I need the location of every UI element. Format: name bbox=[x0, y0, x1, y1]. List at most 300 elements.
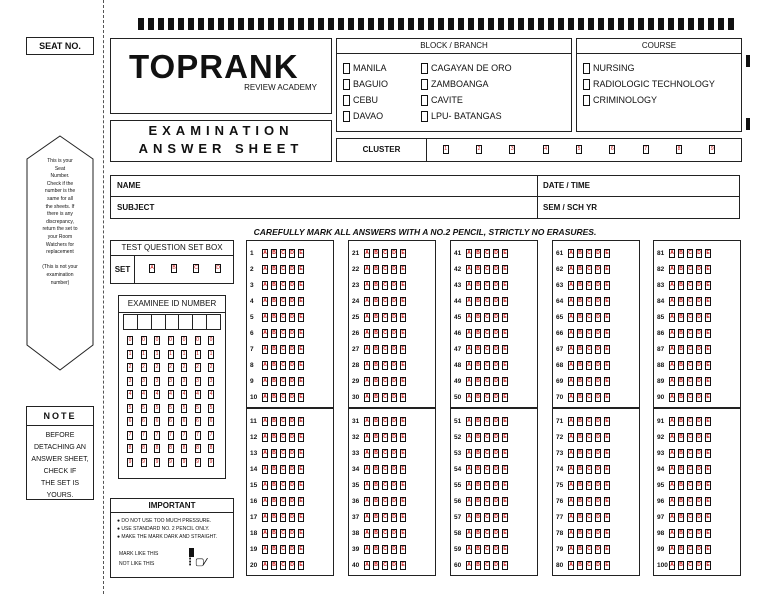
answer-bubble[interactable]: C bbox=[281, 393, 285, 400]
answer-bubble[interactable]: D bbox=[392, 561, 396, 568]
id-bubble[interactable]: 6 bbox=[169, 418, 172, 424]
answer-bubble[interactable]: E bbox=[299, 265, 303, 272]
answer-bubble[interactable]: C bbox=[281, 265, 285, 272]
branch-option[interactable] bbox=[343, 92, 388, 108]
answer-bubble[interactable]: D bbox=[290, 361, 294, 368]
answer-bubble[interactable]: C bbox=[587, 377, 591, 384]
answer-bubble[interactable]: E bbox=[605, 513, 609, 520]
answer-bubble[interactable]: C bbox=[587, 297, 591, 304]
answer-bubble[interactable]: E bbox=[503, 449, 507, 456]
answer-bubble[interactable]: C bbox=[587, 417, 591, 424]
answer-bubble[interactable]: B bbox=[374, 361, 378, 368]
answer-bubble[interactable]: D bbox=[392, 393, 396, 400]
answer-bubble[interactable]: E bbox=[401, 529, 405, 536]
id-bubble[interactable]: 4 bbox=[196, 391, 199, 397]
answer-bubble[interactable]: C bbox=[281, 377, 285, 384]
answer-bubble[interactable]: E bbox=[706, 465, 710, 472]
answer-bubble[interactable]: A bbox=[365, 481, 369, 488]
answer-bubble[interactable]: C bbox=[383, 345, 387, 352]
answer-bubble[interactable]: C bbox=[688, 545, 692, 552]
answer-bubble[interactable]: A bbox=[569, 249, 573, 256]
answer-bubble[interactable]: C bbox=[688, 361, 692, 368]
answer-bubble[interactable]: B bbox=[374, 433, 378, 440]
answer-bubble[interactable]: B bbox=[272, 433, 276, 440]
answer-bubble[interactable]: A bbox=[670, 561, 674, 568]
answer-bubble[interactable]: B bbox=[679, 361, 683, 368]
answer-bubble[interactable]: B bbox=[578, 361, 582, 368]
checkbox[interactable] bbox=[343, 111, 350, 122]
answer-bubble[interactable]: E bbox=[706, 377, 710, 384]
id-bubble[interactable]: 6 bbox=[142, 418, 145, 424]
answer-bubble[interactable]: C bbox=[485, 449, 489, 456]
set-bubble[interactable]: B bbox=[172, 265, 176, 271]
answer-bubble[interactable]: A bbox=[670, 481, 674, 488]
answer-bubble[interactable]: D bbox=[392, 529, 396, 536]
answer-bubble[interactable]: E bbox=[605, 377, 609, 384]
answer-bubble[interactable]: A bbox=[467, 513, 471, 520]
answer-bubble[interactable]: B bbox=[374, 377, 378, 384]
id-bubble[interactable]: 7 bbox=[142, 431, 145, 438]
answer-bubble[interactable]: E bbox=[503, 497, 507, 504]
answer-bubble[interactable]: A bbox=[263, 249, 267, 256]
id-bubble[interactable]: 4 bbox=[209, 391, 213, 397]
answer-bubble[interactable]: C bbox=[383, 529, 387, 536]
answer-bubble[interactable]: C bbox=[383, 265, 387, 272]
answer-bubble[interactable]: A bbox=[670, 417, 674, 424]
answer-bubble[interactable]: B bbox=[272, 297, 276, 304]
answer-bubble[interactable]: E bbox=[299, 497, 303, 504]
answer-bubble[interactable]: E bbox=[503, 481, 507, 488]
answer-bubble[interactable]: C bbox=[383, 361, 387, 368]
branch-option[interactable] bbox=[421, 108, 512, 124]
answer-bubble[interactable]: D bbox=[392, 433, 396, 440]
answer-bubble[interactable]: E bbox=[706, 265, 710, 272]
answer-bubble[interactable]: D bbox=[596, 313, 600, 320]
answer-bubble[interactable]: E bbox=[299, 297, 303, 304]
answer-bubble[interactable]: D bbox=[697, 297, 701, 304]
answer-bubble[interactable]: B bbox=[374, 265, 378, 272]
answer-bubble[interactable]: C bbox=[281, 433, 285, 440]
answer-bubble[interactable]: C bbox=[383, 393, 387, 400]
answer-bubble[interactable]: E bbox=[401, 393, 405, 400]
answer-bubble[interactable]: D bbox=[697, 497, 701, 504]
answer-bubble[interactable]: B bbox=[272, 417, 276, 424]
answer-bubble[interactable]: A bbox=[569, 377, 573, 384]
answer-bubble[interactable]: A bbox=[670, 361, 674, 368]
answer-bubble[interactable]: D bbox=[494, 449, 498, 456]
answer-bubble[interactable]: A bbox=[467, 497, 471, 504]
answer-bubble[interactable]: B bbox=[272, 561, 276, 568]
answer-bubble[interactable]: C bbox=[688, 281, 692, 288]
answer-bubble[interactable]: B bbox=[578, 393, 582, 400]
answer-bubble[interactable]: D bbox=[697, 249, 701, 256]
answer-bubble[interactable]: A bbox=[263, 465, 267, 472]
answer-bubble[interactable]: E bbox=[299, 465, 303, 472]
answer-bubble[interactable]: E bbox=[401, 249, 405, 256]
id-bubble[interactable]: 0 bbox=[142, 337, 145, 343]
answer-bubble[interactable]: C bbox=[485, 329, 489, 336]
course-option[interactable] bbox=[583, 76, 715, 92]
answer-bubble[interactable]: A bbox=[670, 393, 674, 400]
answer-bubble[interactable]: C bbox=[688, 249, 692, 256]
answer-bubble[interactable]: B bbox=[476, 281, 480, 288]
id-bubble[interactable]: 2 bbox=[155, 364, 159, 370]
answer-bubble[interactable]: D bbox=[596, 265, 600, 272]
answer-bubble[interactable]: A bbox=[365, 393, 369, 400]
answer-bubble[interactable]: A bbox=[263, 561, 267, 568]
answer-bubble[interactable]: C bbox=[281, 313, 285, 320]
id-bubble[interactable]: 9 bbox=[209, 458, 213, 465]
answer-bubble[interactable]: C bbox=[587, 465, 591, 472]
id-bubble[interactable]: 7 bbox=[169, 431, 172, 438]
answer-bubble[interactable]: D bbox=[494, 417, 498, 424]
answer-bubble[interactable]: E bbox=[299, 377, 303, 384]
id-bubble[interactable]: 1 bbox=[196, 350, 199, 357]
answer-bubble[interactable]: B bbox=[374, 529, 378, 536]
id-bubble[interactable]: 7 bbox=[209, 431, 213, 438]
answer-bubble[interactable]: A bbox=[263, 417, 267, 424]
answer-bubble[interactable]: C bbox=[383, 313, 387, 320]
answer-bubble[interactable]: A bbox=[670, 377, 674, 384]
answer-bubble[interactable]: D bbox=[494, 297, 498, 304]
answer-bubble[interactable]: B bbox=[476, 513, 480, 520]
answer-bubble[interactable]: E bbox=[605, 433, 609, 440]
answer-bubble[interactable]: D bbox=[494, 265, 498, 272]
answer-bubble[interactable]: E bbox=[706, 313, 710, 320]
answer-bubble[interactable]: C bbox=[485, 393, 489, 400]
answer-bubble[interactable]: B bbox=[374, 465, 378, 472]
id-bubble[interactable]: 8 bbox=[169, 445, 172, 451]
id-bubble[interactable]: 8 bbox=[196, 445, 199, 451]
id-bubble[interactable]: 5 bbox=[182, 404, 186, 411]
answer-bubble[interactable]: D bbox=[290, 297, 294, 304]
answer-bubble[interactable]: B bbox=[679, 465, 683, 472]
answer-bubble[interactable]: B bbox=[679, 561, 683, 568]
answer-bubble[interactable]: A bbox=[365, 433, 369, 440]
answer-bubble[interactable]: A bbox=[467, 329, 471, 336]
answer-bubble[interactable]: A bbox=[467, 313, 471, 320]
set-bubble[interactable]: C bbox=[194, 265, 198, 271]
answer-bubble[interactable]: D bbox=[494, 497, 498, 504]
answer-bubble[interactable]: E bbox=[605, 297, 609, 304]
answer-bubble[interactable]: B bbox=[374, 249, 378, 256]
answer-bubble[interactable]: A bbox=[467, 377, 471, 384]
answer-bubble[interactable]: D bbox=[290, 481, 294, 488]
id-bubble[interactable]: 3 bbox=[128, 377, 132, 384]
answer-bubble[interactable]: D bbox=[494, 249, 498, 256]
answer-bubble[interactable]: D bbox=[697, 313, 701, 320]
answer-bubble[interactable]: E bbox=[706, 281, 710, 288]
answer-bubble[interactable]: A bbox=[263, 281, 267, 288]
checkbox[interactable] bbox=[343, 79, 350, 90]
answer-bubble[interactable]: E bbox=[706, 481, 710, 488]
answer-bubble[interactable]: B bbox=[476, 561, 480, 568]
answer-bubble[interactable]: C bbox=[587, 345, 591, 352]
answer-bubble[interactable]: D bbox=[290, 529, 294, 536]
answer-bubble[interactable]: A bbox=[467, 465, 471, 472]
answer-bubble[interactable]: B bbox=[272, 465, 276, 472]
answer-bubble[interactable]: C bbox=[281, 281, 285, 288]
answer-bubble[interactable]: E bbox=[299, 329, 303, 336]
answer-bubble[interactable]: B bbox=[476, 377, 480, 384]
answer-bubble[interactable]: C bbox=[383, 561, 387, 568]
answer-bubble[interactable]: E bbox=[706, 393, 710, 400]
answer-bubble[interactable]: B bbox=[578, 265, 582, 272]
answer-bubble[interactable]: A bbox=[467, 297, 471, 304]
answer-bubble[interactable]: C bbox=[485, 417, 489, 424]
answer-bubble[interactable]: D bbox=[290, 561, 294, 568]
id-bubble[interactable]: 8 bbox=[209, 445, 213, 451]
answer-bubble[interactable]: C bbox=[485, 377, 489, 384]
answer-bubble[interactable]: A bbox=[467, 545, 471, 552]
answer-bubble[interactable]: E bbox=[503, 513, 507, 520]
answer-bubble[interactable]: C bbox=[485, 249, 489, 256]
answer-bubble[interactable]: D bbox=[392, 345, 396, 352]
answer-bubble[interactable]: E bbox=[401, 433, 405, 440]
answer-bubble[interactable]: D bbox=[494, 561, 498, 568]
answer-bubble[interactable]: A bbox=[569, 481, 573, 488]
answer-bubble[interactable]: D bbox=[392, 449, 396, 456]
answer-bubble[interactable]: E bbox=[605, 465, 609, 472]
id-bubble[interactable]: 4 bbox=[142, 391, 145, 397]
answer-bubble[interactable]: E bbox=[503, 361, 507, 368]
id-bubble[interactable]: 7 bbox=[196, 431, 199, 438]
answer-bubble[interactable]: C bbox=[688, 329, 692, 336]
id-bubble[interactable]: 0 bbox=[209, 337, 213, 343]
answer-bubble[interactable]: B bbox=[374, 481, 378, 488]
answer-bubble[interactable]: B bbox=[476, 433, 480, 440]
answer-bubble[interactable]: E bbox=[605, 313, 609, 320]
answer-bubble[interactable]: E bbox=[401, 545, 405, 552]
branch-option[interactable] bbox=[343, 60, 388, 76]
answer-bubble[interactable]: D bbox=[697, 265, 701, 272]
answer-bubble[interactable]: D bbox=[290, 433, 294, 440]
answer-bubble[interactable]: B bbox=[578, 297, 582, 304]
answer-bubble[interactable]: A bbox=[365, 313, 369, 320]
answer-bubble[interactable]: B bbox=[578, 249, 582, 256]
answer-bubble[interactable]: A bbox=[670, 465, 674, 472]
id-bubble[interactable]: 6 bbox=[182, 418, 186, 424]
answer-bubble[interactable]: C bbox=[688, 529, 692, 536]
cluster-bubble[interactable]: 6 bbox=[610, 146, 614, 152]
checkbox[interactable] bbox=[583, 95, 590, 106]
answer-bubble[interactable]: D bbox=[392, 281, 396, 288]
answer-bubble[interactable]: C bbox=[688, 417, 692, 424]
answer-bubble[interactable]: C bbox=[281, 329, 285, 336]
id-bubble[interactable]: 7 bbox=[182, 431, 186, 438]
answer-bubble[interactable]: B bbox=[272, 249, 276, 256]
answer-bubble[interactable]: D bbox=[290, 393, 294, 400]
answer-bubble[interactable]: B bbox=[476, 545, 480, 552]
answer-bubble[interactable]: D bbox=[290, 265, 294, 272]
answer-bubble[interactable]: E bbox=[401, 513, 405, 520]
answer-bubble[interactable]: E bbox=[401, 345, 405, 352]
answer-bubble[interactable]: C bbox=[281, 529, 285, 536]
answer-bubble[interactable]: A bbox=[670, 297, 674, 304]
checkbox[interactable] bbox=[583, 63, 590, 74]
id-bubble[interactable]: 4 bbox=[155, 391, 159, 397]
answer-bubble[interactable]: D bbox=[494, 433, 498, 440]
id-write-cell[interactable] bbox=[166, 314, 180, 330]
cluster-bubble[interactable]: 8 bbox=[677, 146, 681, 152]
answer-bubble[interactable]: A bbox=[365, 417, 369, 424]
answer-bubble[interactable]: D bbox=[697, 529, 701, 536]
answer-bubble[interactable]: A bbox=[670, 497, 674, 504]
course-option[interactable] bbox=[583, 60, 715, 76]
answer-bubble[interactable]: D bbox=[596, 497, 600, 504]
answer-bubble[interactable]: E bbox=[299, 361, 303, 368]
answer-bubble[interactable]: B bbox=[374, 449, 378, 456]
answer-bubble[interactable]: C bbox=[587, 529, 591, 536]
answer-bubble[interactable]: D bbox=[697, 329, 701, 336]
answer-bubble[interactable]: A bbox=[365, 265, 369, 272]
answer-bubble[interactable]: B bbox=[374, 497, 378, 504]
answer-bubble[interactable]: B bbox=[578, 465, 582, 472]
answer-bubble[interactable]: E bbox=[605, 417, 609, 424]
answer-bubble[interactable]: C bbox=[281, 481, 285, 488]
answer-bubble[interactable]: C bbox=[485, 265, 489, 272]
checkbox[interactable] bbox=[343, 63, 350, 74]
answer-bubble[interactable]: B bbox=[272, 513, 276, 520]
answer-bubble[interactable]: B bbox=[679, 281, 683, 288]
id-bubble[interactable]: 9 bbox=[128, 458, 132, 465]
answer-bubble[interactable]: D bbox=[596, 465, 600, 472]
answer-bubble[interactable]: D bbox=[494, 361, 498, 368]
answer-bubble[interactable]: C bbox=[281, 561, 285, 568]
answer-bubble[interactable]: B bbox=[272, 281, 276, 288]
answer-bubble[interactable]: D bbox=[596, 417, 600, 424]
answer-bubble[interactable]: D bbox=[596, 329, 600, 336]
id-bubble[interactable]: 3 bbox=[155, 377, 159, 384]
cluster-bubble[interactable]: 9 bbox=[710, 146, 714, 152]
answer-bubble[interactable]: A bbox=[467, 345, 471, 352]
answer-bubble[interactable]: C bbox=[485, 313, 489, 320]
answer-bubble[interactable]: B bbox=[476, 265, 480, 272]
answer-bubble[interactable]: E bbox=[401, 465, 405, 472]
answer-bubble[interactable]: B bbox=[374, 297, 378, 304]
answer-bubble[interactable]: B bbox=[476, 249, 480, 256]
answer-bubble[interactable]: D bbox=[494, 281, 498, 288]
answer-bubble[interactable]: B bbox=[679, 297, 683, 304]
id-bubble[interactable]: 6 bbox=[209, 418, 213, 424]
cluster-bubble[interactable]: 3 bbox=[510, 146, 514, 152]
answer-bubble[interactable]: C bbox=[688, 497, 692, 504]
id-bubble[interactable]: 5 bbox=[155, 404, 159, 411]
date-time-field[interactable]: DATE / TIME bbox=[543, 181, 590, 190]
branch-option[interactable] bbox=[421, 60, 512, 76]
answer-bubble[interactable]: A bbox=[263, 513, 267, 520]
answer-bubble[interactable]: B bbox=[578, 433, 582, 440]
answer-bubble[interactable]: E bbox=[503, 433, 507, 440]
answer-bubble[interactable]: B bbox=[679, 377, 683, 384]
answer-bubble[interactable]: A bbox=[263, 497, 267, 504]
answer-bubble[interactable]: C bbox=[485, 433, 489, 440]
answer-bubble[interactable]: C bbox=[485, 345, 489, 352]
id-write-cell[interactable] bbox=[193, 314, 207, 330]
answer-bubble[interactable]: E bbox=[503, 265, 507, 272]
answer-bubble[interactable]: E bbox=[503, 529, 507, 536]
id-bubble[interactable]: 6 bbox=[155, 418, 159, 424]
answer-bubble[interactable]: C bbox=[485, 545, 489, 552]
answer-bubble[interactable]: A bbox=[365, 361, 369, 368]
answer-bubble[interactable]: B bbox=[578, 529, 582, 536]
answer-bubble[interactable]: B bbox=[578, 561, 582, 568]
answer-bubble[interactable]: D bbox=[697, 545, 701, 552]
cluster-bubble[interactable]: 1 bbox=[444, 146, 448, 152]
answer-bubble[interactable]: A bbox=[569, 561, 573, 568]
id-bubble[interactable]: 2 bbox=[128, 364, 132, 370]
answer-bubble[interactable]: D bbox=[392, 545, 396, 552]
answer-bubble[interactable]: A bbox=[467, 449, 471, 456]
id-bubble[interactable]: 6 bbox=[128, 418, 132, 424]
answer-bubble[interactable]: A bbox=[467, 481, 471, 488]
answer-bubble[interactable]: C bbox=[281, 417, 285, 424]
answer-bubble[interactable]: B bbox=[679, 513, 683, 520]
answer-bubble[interactable]: C bbox=[587, 433, 591, 440]
answer-bubble[interactable]: B bbox=[679, 545, 683, 552]
id-bubble[interactable]: 9 bbox=[196, 458, 199, 465]
answer-bubble[interactable]: A bbox=[365, 281, 369, 288]
answer-bubble[interactable]: D bbox=[697, 481, 701, 488]
answer-bubble[interactable]: E bbox=[401, 329, 405, 336]
answer-bubble[interactable]: D bbox=[290, 313, 294, 320]
answer-bubble[interactable]: D bbox=[596, 361, 600, 368]
answer-bubble[interactable]: B bbox=[679, 417, 683, 424]
id-bubble[interactable]: 7 bbox=[128, 431, 132, 438]
answer-bubble[interactable]: C bbox=[688, 297, 692, 304]
answer-bubble[interactable]: E bbox=[605, 345, 609, 352]
answer-bubble[interactable]: A bbox=[263, 265, 267, 272]
answer-bubble[interactable]: A bbox=[569, 513, 573, 520]
answer-bubble[interactable]: C bbox=[688, 345, 692, 352]
checkbox[interactable] bbox=[421, 79, 428, 90]
id-bubble[interactable]: 5 bbox=[209, 404, 213, 411]
answer-bubble[interactable]: E bbox=[503, 329, 507, 336]
answer-bubble[interactable]: A bbox=[569, 545, 573, 552]
answer-bubble[interactable]: C bbox=[281, 545, 285, 552]
answer-bubble[interactable]: D bbox=[392, 297, 396, 304]
answer-bubble[interactable]: C bbox=[688, 513, 692, 520]
id-bubble[interactable]: 1 bbox=[142, 350, 145, 357]
id-bubble[interactable]: 5 bbox=[169, 404, 172, 411]
answer-bubble[interactable]: B bbox=[679, 529, 683, 536]
answer-bubble[interactable]: A bbox=[467, 249, 471, 256]
answer-bubble[interactable]: A bbox=[670, 529, 674, 536]
answer-bubble[interactable]: E bbox=[605, 393, 609, 400]
answer-bubble[interactable]: D bbox=[392, 481, 396, 488]
answer-bubble[interactable]: E bbox=[299, 433, 303, 440]
answer-bubble[interactable]: C bbox=[383, 281, 387, 288]
id-bubble[interactable]: 0 bbox=[128, 337, 132, 343]
answer-bubble[interactable]: E bbox=[706, 561, 710, 568]
answer-bubble[interactable]: D bbox=[596, 513, 600, 520]
answer-bubble[interactable]: E bbox=[401, 449, 405, 456]
answer-bubble[interactable]: C bbox=[281, 297, 285, 304]
answer-bubble[interactable]: C bbox=[688, 393, 692, 400]
answer-bubble[interactable]: B bbox=[578, 417, 582, 424]
answer-bubble[interactable]: C bbox=[587, 393, 591, 400]
answer-bubble[interactable]: E bbox=[706, 345, 710, 352]
id-bubble[interactable]: 3 bbox=[142, 377, 145, 384]
id-bubble[interactable]: 2 bbox=[142, 364, 145, 370]
answer-bubble[interactable]: E bbox=[706, 297, 710, 304]
answer-bubble[interactable]: D bbox=[697, 449, 701, 456]
answer-bubble[interactable]: B bbox=[374, 545, 378, 552]
answer-bubble[interactable]: A bbox=[263, 345, 267, 352]
answer-bubble[interactable]: B bbox=[578, 449, 582, 456]
answer-bubble[interactable]: D bbox=[596, 433, 600, 440]
answer-bubble[interactable]: A bbox=[263, 361, 267, 368]
